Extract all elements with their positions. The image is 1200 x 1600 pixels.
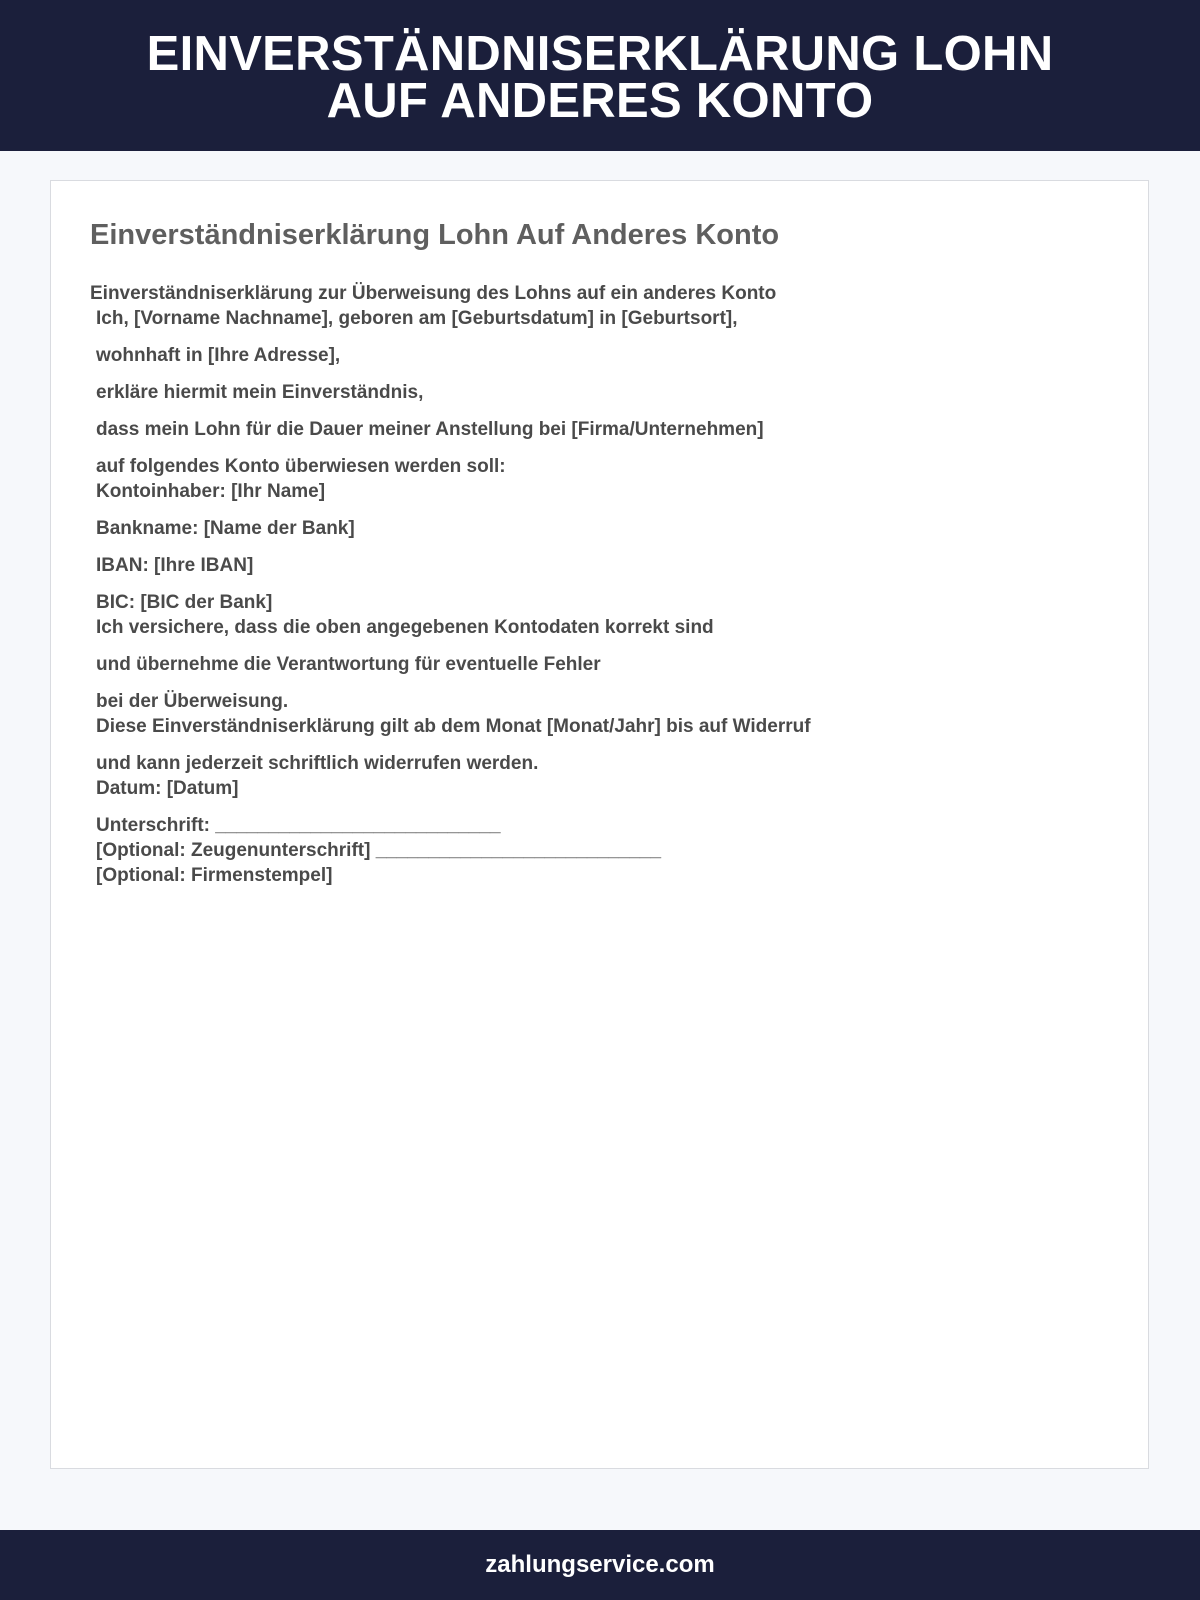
assurance-section <box>90 615 1090 714</box>
declaration-line: dass mein Lohn für die Dauer meiner Anstellung bei [Firma/Unternehmen] <box>96 419 764 440</box>
document-card <box>50 180 1149 1469</box>
bank-details-section <box>90 479 1090 615</box>
bic-line: BIC: [BIC der Bank] <box>96 592 273 613</box>
witness-section <box>90 838 1090 863</box>
declaration-line: auf folgendes Konto überwiesen werden soll: <box>96 456 506 477</box>
witness-signature-line: [Optional: Zeugenunterschrift] ___________________________ <box>96 840 662 861</box>
iban-line: IBAN: [Ihre IBAN] <box>96 555 254 576</box>
assurance-line: und übernehme die Verantwortung für eventuelle Fehler <box>96 654 601 675</box>
document-title: Einverständniserklärung Lohn Auf Anderes Konto <box>90 219 780 251</box>
account-holder-line: Kontoinhaber: [Ihr Name] <box>96 481 326 502</box>
document-intro: Einverständniserklärung zur Überweisung des Lohns auf ein anderes Konto <box>90 283 777 304</box>
footer-site-name: zahlungservice.com <box>485 1551 715 1578</box>
document-body <box>90 281 1090 888</box>
declaration-line: erkläre hiermit mein Einverständnis, <box>96 382 424 403</box>
signature-line: Unterschrift: ___________________________ <box>96 815 501 836</box>
validity-section <box>90 714 1090 776</box>
company-stamp-section <box>90 863 1090 888</box>
banner-title <box>120 26 1080 128</box>
personal-declaration-section <box>90 306 1090 479</box>
page-footer <box>0 1530 1200 1600</box>
page-header <box>0 0 1200 151</box>
declaration-line: Ich, [Vorname Nachname], geboren am [Geburtsdatum] in [Geburtsort], <box>96 308 738 329</box>
company-stamp-line: [Optional: Firmenstempel] <box>96 865 333 886</box>
declaration-line: wohnhaft in [Ihre Adresse], <box>96 345 341 366</box>
banner-title-line-2: AUF ANDERES KONTO <box>326 73 874 128</box>
assurance-line: Ich versichere, dass die oben angegebenen Kontodaten korrekt sind <box>96 617 714 638</box>
signature-section <box>90 776 1090 838</box>
date-line: Datum: [Datum] <box>96 778 239 799</box>
assurance-line: bei der Überweisung. <box>96 691 289 712</box>
bank-name-line: Bankname: [Name der Bank] <box>96 518 355 539</box>
validity-line: Diese Einverständniserklärung gilt ab dem Monat [Monat/Jahr] bis auf Widerruf <box>96 716 811 737</box>
banner-title-line-1: EINVERSTÄNDNISERKLÄRUNG LOHN <box>146 26 1054 81</box>
validity-line: und kann jederzeit schriftlich widerrufen werden. <box>96 753 539 774</box>
